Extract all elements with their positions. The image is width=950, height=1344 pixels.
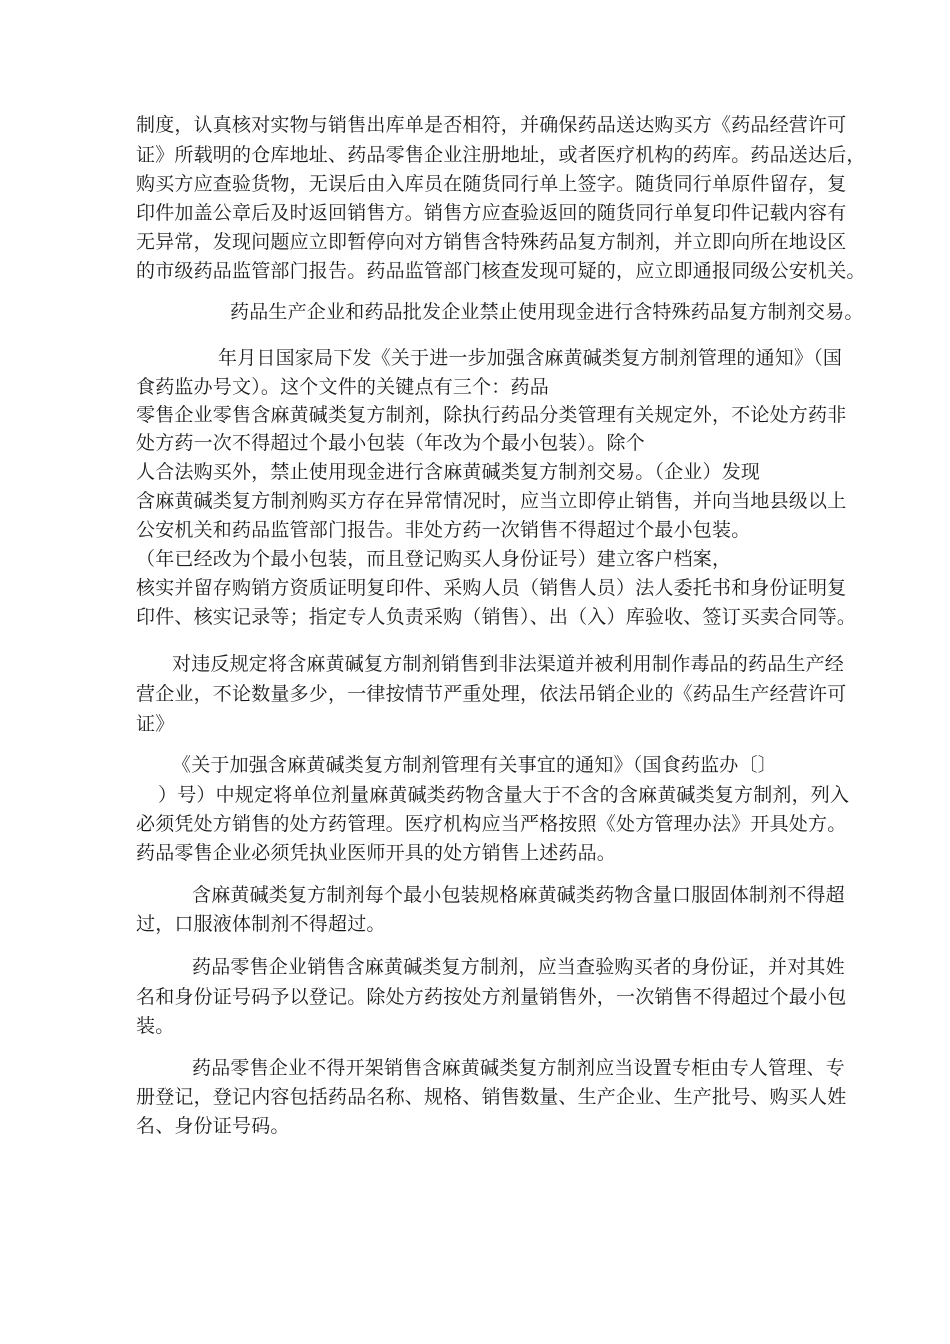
text-line: 人合法购买外，禁止使用现金进行含麻黄碱类复方制剂交易。（企业）发现 [136,461,761,483]
text-line: 处方药一次不得超过个最小包装（年改为个最小包装）。除个 [136,432,645,454]
text-line: 药品零售企业必须凭执业医师开具的处方销售上述药品。 [136,842,617,864]
text-line: 装。 [136,1015,175,1037]
text-line: 的市级药品监管部门报告。药品监管部门核查发现可疑的，应立即通报同级公安机关。 [136,260,866,282]
text-line: 名和身份证号码予以登记。除处方药按处方剂量销售外，一次销售不得超过个最小包 [136,986,847,1008]
text-line: 零售企业零售含麻黄碱类复方制剂，除执行药品分类管理有关规定外，不论处方药非 [136,404,847,426]
text-line: 公安机关和药品监管部门报告。非处方药一次销售不得超过个最小包装。 [136,519,751,541]
text-line: 册登记，登记内容包括药品名称、规格、销售数量、生产企业、生产批号、购买人姓 [136,1086,847,1108]
text-line: 核实并留存购销方资质证明复印件、采购人员（销售人员）法人委托书和身份证明复 [136,577,847,599]
text-line: 过，口服液体制剂不得超过。 [136,913,386,935]
text-line: 证》 [136,713,175,735]
text-line: 食药监办号文）。这个文件的关键点有三个：药品 [136,376,549,398]
text-line: 含麻黄碱类复方制剂购买方存在异常情况时，应当立即停止销售，并向当地县级以上 [136,490,847,512]
text-line: 含麻黄碱类复方制剂每个最小包装规格麻黄碱类药物含量口服固体制剂不得超 [192,884,845,906]
text-line: （年已经改为个最小包装，而且登记购买人身份证号）建立客户档案， [136,548,732,570]
text-line: 年月日国家局下发《关于进一步加强含麻黄碱类复方制剂管理的通知》（国 [218,347,843,369]
text-line: 药品零售企业不得开架销售含麻黄碱类复方制剂应当设置专柜由专人管理、专 [192,1057,845,1079]
text-line: 无异常，发现问题应立即暂停向对方销售含特殊药品复方制剂，并立即向所在地设区 [136,231,847,253]
text-line: 印件、核实记录等；指定专人负责采购（销售）、出（入）库验收、签订买卖合同等。 [136,606,857,628]
text-line: 药品零售企业销售含麻黄碱类复方制剂，应当查验购买者的身份证，并对其姓 [192,956,845,978]
text-line: ）号）中规定将单位剂量麻黄碱类药物含量大于不含的含麻黄碱类复方制剂，列入 [158,784,850,806]
text-line: 名、身份证号码。 [136,1115,290,1137]
text-line: 制度，认真核对实物与销售出库单是否相符，并确保药品送达购买方《药品经营许可 [136,114,847,136]
text-line: 对违反规定将含麻黄碱复方制剂销售到非法渠道并被利用制作毒品的药品生产经 [172,653,845,675]
text-line: 印件加盖公章后及时返回销售方。销售方应查验返回的随货同行单复印件记载内容有 [136,202,847,224]
text-line: 证》所载明的仓库地址、药品零售企业注册地址，或者医疗机构的药库。药品送达后， [136,144,866,166]
text-line: 《关于加强含麻黄碱类复方制剂管理有关事宜的通知》（国食药监办〔〕 [172,754,777,776]
text-line: 营企业，不论数量多少，一律按情节严重处理，依法吊销企业的《药品生产经营许可 [136,683,847,705]
text-line: 药品生产企业和药品批发企业禁止使用现金进行含特殊药品复方制剂交易。 [230,301,864,323]
text-line: 必须凭处方销售的处方药管理。医疗机构应当严格按照《处方管理办法》开具处方。 [136,813,847,835]
text-line: 购买方应查验货物，无误后由入库员在随货同行单上签字。随货同行单原件留存，复 [136,173,847,195]
